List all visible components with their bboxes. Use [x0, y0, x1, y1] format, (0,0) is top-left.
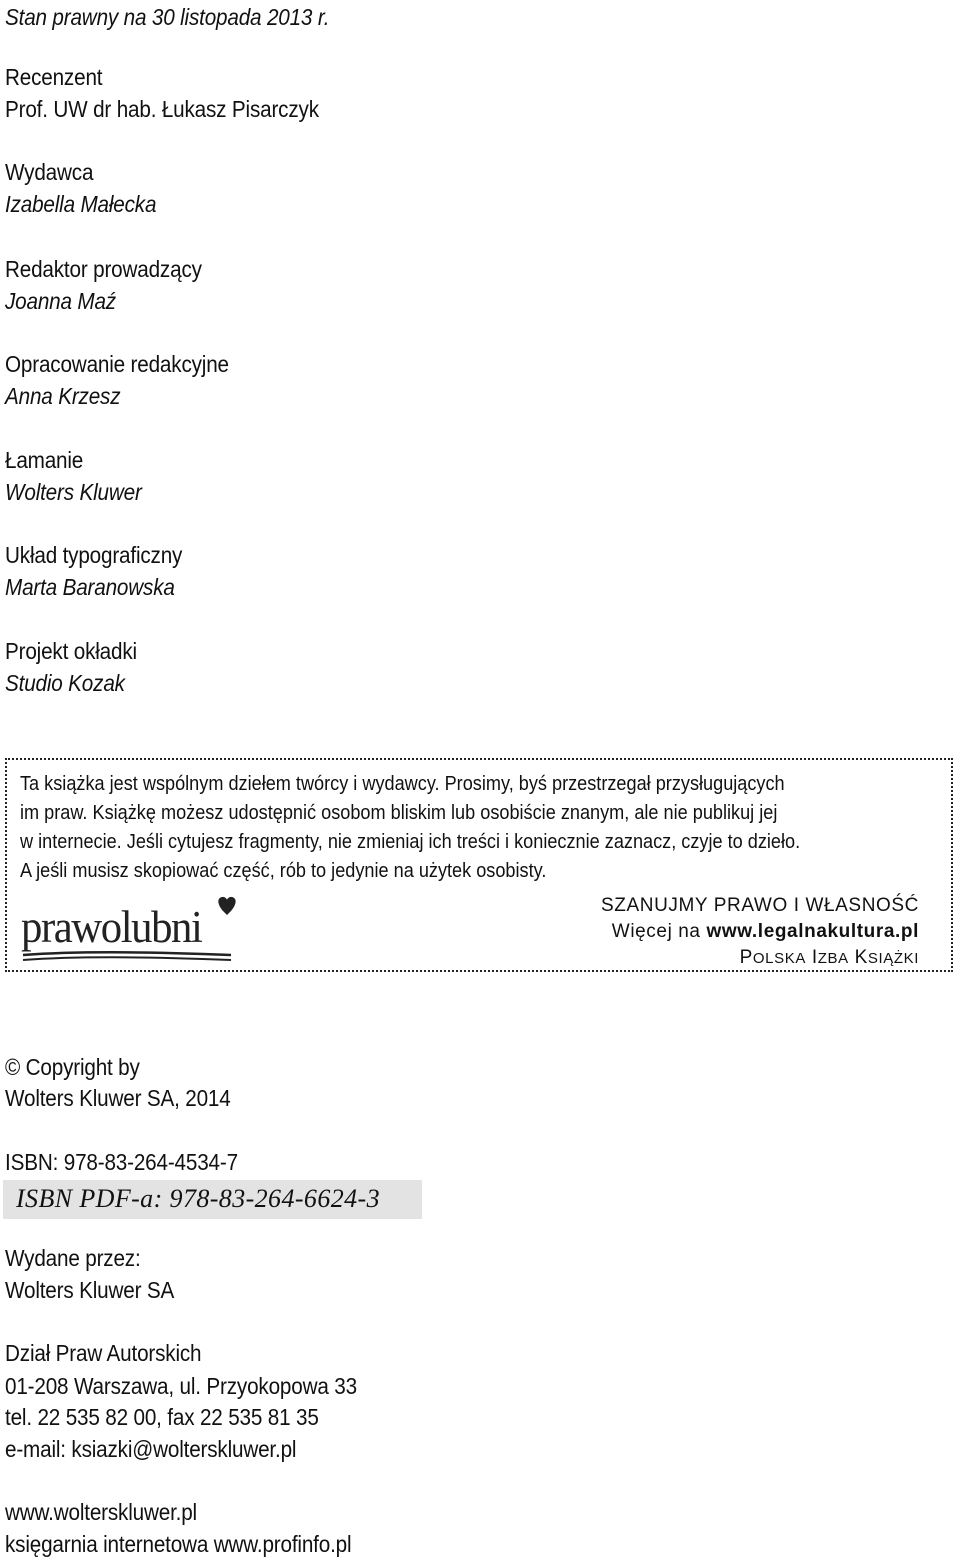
website-link[interactable]: www.wolterskluwer.pl [5, 1499, 197, 1525]
credit-name: Wolters Kluwer [5, 479, 142, 505]
notice-text [20, 770, 944, 886]
phone: tel. 22 535 82 00, fax 22 535 81 35 [5, 1404, 319, 1430]
credit-role: Opracowanie redakcyjne [5, 351, 229, 377]
copyright-line: © Copyright by [5, 1054, 140, 1080]
more-prefix: Więcej na [611, 921, 701, 942]
credit-name: Joanna Maź [5, 288, 116, 314]
notice-line: A jeśli musisz skopiować część, rób to jedynie na użytek osobisty. [20, 860, 547, 882]
copyright-notice-box [5, 758, 953, 972]
notice-slogan-block [601, 893, 919, 972]
legalnakultura-link[interactable]: www.legalnakultura.pl [706, 921, 919, 942]
status-date: Stan prawny na 30 listopada 2013 r. [5, 4, 330, 30]
department: Dział Praw Autorskich [5, 1340, 202, 1366]
notice-line: w internecie. Jeśli cytujesz fragmenty, nie zmieniaj ich treści i koniecznie zaznacz, czyje to dzieło. [20, 831, 801, 853]
slogan: SZANUJMY PRAWO I WŁASNOŚĆ [601, 895, 919, 916]
credit-role: Łamanie [5, 447, 84, 473]
more-info [601, 919, 919, 945]
address: 01-208 Warszawa, ul. Przyokopowa 33 [5, 1373, 357, 1399]
notice-line: Ta książka jest wspólnym dziełem twórcy i wydawcy. Prosimy, byś przestrzegał przysługujących [20, 773, 785, 795]
isbn-pdf-box [3, 1180, 422, 1219]
bookstore-link[interactable]: księgarnia internetowa www.profinfo.pl [5, 1531, 352, 1557]
credit-role: Projekt okładki [5, 638, 137, 664]
credit-role: Recenzent [5, 64, 103, 90]
credit-role: Wydawca [5, 159, 94, 185]
org-name: POLSKA IZBA KSIĄŻKI [739, 947, 919, 968]
notice-line: im praw. Książkę możesz udostępnić osobom bliskim lub osobiście znanym, ale nie publikuj jej [20, 802, 778, 824]
credit-name: Anna Krzesz [5, 383, 121, 409]
credit-name: Marta Baranowska [5, 574, 175, 600]
credit-name: Izabella Małecka [5, 191, 157, 217]
credit-role: Układ typograficzny [5, 542, 183, 568]
credit-role: Redaktor prowadzący [5, 256, 202, 282]
logo-wordmark: prawolubni [21, 902, 202, 952]
published-label: Wydane przez: [5, 1245, 141, 1271]
email[interactable]: e-mail: ksiazki@wolterskluwer.pl [5, 1436, 297, 1462]
credit-name: Studio Kozak [5, 670, 125, 696]
prawolubni-logo [17, 895, 242, 965]
credit-name: Prof. UW dr hab. Łukasz Pisarczyk [5, 96, 319, 122]
isbn: ISBN: 978-83-264-4534-7 [5, 1149, 238, 1175]
isbn-pdf: ISBN PDF-a: 978-83-264-6624-3 [16, 1184, 380, 1213]
publisher-name: Wolters Kluwer SA [5, 1277, 175, 1303]
copyright-holder: Wolters Kluwer SA, 2014 [5, 1085, 231, 1111]
